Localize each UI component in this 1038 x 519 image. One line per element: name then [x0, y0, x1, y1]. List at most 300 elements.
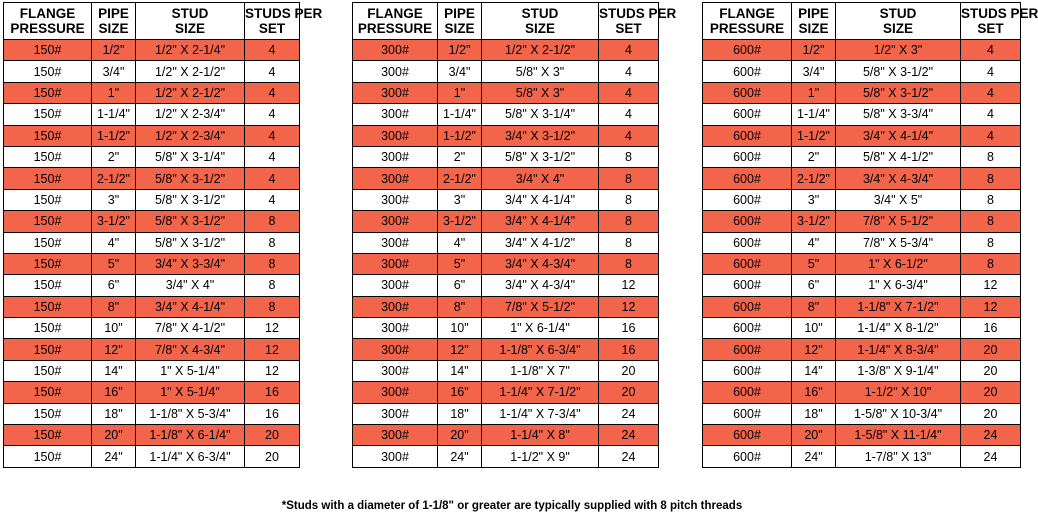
cell-studs-per-set: 4 — [599, 104, 659, 125]
header-row — [4, 3, 300, 40]
table-row — [353, 40, 659, 61]
cell-studs-per-set: 8 — [961, 232, 1021, 253]
cell-stud-size: 1-3/8" X 9-1/4" — [836, 360, 961, 381]
cell-pipe-size: 5" — [792, 253, 836, 274]
cell-pipe-size: 1-1/4" — [438, 104, 482, 125]
stud-table-300 — [352, 2, 677, 468]
cell-flange-pressure: 150# — [4, 425, 92, 446]
table-row — [4, 339, 300, 360]
cell-flange-pressure: 150# — [4, 253, 92, 274]
table-row — [4, 189, 300, 210]
cell-studs-per-set: 8 — [599, 146, 659, 167]
cell-flange-pressure: 300# — [353, 403, 438, 424]
cell-stud-size: 5/8" X 3-1/2" — [136, 232, 245, 253]
cell-flange-pressure: 150# — [4, 403, 92, 424]
header-pipe-size: PIPE SIZE — [92, 3, 136, 40]
table-row — [353, 382, 659, 403]
table-row — [703, 339, 1021, 360]
cell-studs-per-set: 12 — [245, 318, 300, 339]
cell-stud-size: 3/4" X 4" — [482, 168, 599, 189]
table-row — [703, 360, 1021, 381]
cell-stud-size: 1-1/4" X 6-3/4" — [136, 446, 245, 467]
cell-stud-size: 1-1/4" X 8" — [482, 425, 599, 446]
cell-stud-size: 1-1/4" X 8-3/4" — [836, 339, 961, 360]
cell-pipe-size: 5" — [438, 253, 482, 274]
cell-pipe-size: 1-1/2" — [438, 125, 482, 146]
table-row — [4, 82, 300, 103]
cell-flange-pressure: 300# — [353, 232, 438, 253]
cell-flange-pressure: 150# — [4, 168, 92, 189]
cell-flange-pressure: 300# — [353, 168, 438, 189]
cell-stud-size: 3/4" X 5" — [836, 189, 961, 210]
cell-flange-pressure: 600# — [703, 189, 792, 210]
cell-stud-size: 1" X 6-3/4" — [836, 275, 961, 296]
cell-studs-per-set: 16 — [599, 318, 659, 339]
table-row — [703, 296, 1021, 317]
cell-studs-per-set: 4 — [961, 82, 1021, 103]
cell-flange-pressure: 150# — [4, 318, 92, 339]
cell-stud-size: 5/8" X 3-1/2" — [482, 146, 599, 167]
cell-pipe-size: 14" — [438, 360, 482, 381]
cell-studs-per-set: 8 — [599, 168, 659, 189]
cell-flange-pressure: 150# — [4, 211, 92, 232]
cell-studs-per-set: 24 — [599, 403, 659, 424]
table-row — [4, 382, 300, 403]
cell-stud-size: 1/2" X 2-1/4" — [136, 40, 245, 61]
table-row — [4, 275, 300, 296]
cell-studs-per-set: 8 — [961, 168, 1021, 189]
cell-pipe-size: 4" — [792, 232, 836, 253]
cell-stud-size: 5/8" X 3-3/4" — [836, 104, 961, 125]
table-row — [353, 296, 659, 317]
cell-flange-pressure: 300# — [353, 275, 438, 296]
table-row — [703, 446, 1021, 467]
table-row — [353, 168, 659, 189]
cell-pipe-size: 3/4" — [438, 61, 482, 82]
cell-flange-pressure: 600# — [703, 211, 792, 232]
cell-flange-pressure: 600# — [703, 318, 792, 339]
cell-flange-pressure: 600# — [703, 360, 792, 381]
cell-flange-pressure: 600# — [703, 146, 792, 167]
cell-pipe-size: 16" — [92, 382, 136, 403]
cell-flange-pressure: 300# — [353, 211, 438, 232]
cell-stud-size: 3/4" X 4-3/4" — [482, 275, 599, 296]
header-pipe-size: PIPE SIZE — [438, 3, 482, 40]
cell-stud-size: 5/8" X 3-1/2" — [836, 61, 961, 82]
cell-stud-size: 5/8" X 3-1/4" — [482, 104, 599, 125]
table-row — [353, 403, 659, 424]
cell-stud-size: 1-5/8" X 10-3/4" — [836, 403, 961, 424]
cell-studs-per-set: 8 — [599, 232, 659, 253]
cell-flange-pressure: 150# — [4, 189, 92, 210]
cell-stud-size: 1-1/2" X 10" — [836, 382, 961, 403]
cell-pipe-size: 1/2" — [438, 40, 482, 61]
table-row — [353, 104, 659, 125]
cell-studs-per-set: 12 — [599, 275, 659, 296]
cell-studs-per-set: 12 — [599, 296, 659, 317]
cell-studs-per-set: 16 — [961, 318, 1021, 339]
cell-pipe-size: 2-1/2" — [92, 168, 136, 189]
table-row — [4, 168, 300, 189]
cell-stud-size: 3/4" X 4-1/2" — [482, 232, 599, 253]
cell-flange-pressure: 150# — [4, 360, 92, 381]
cell-flange-pressure: 150# — [4, 339, 92, 360]
cell-stud-size: 1/2" X 2-1/2" — [136, 82, 245, 103]
cell-pipe-size: 20" — [792, 425, 836, 446]
cell-studs-per-set: 20 — [961, 382, 1021, 403]
cell-stud-size: 7/8" X 5-1/2" — [482, 296, 599, 317]
cell-stud-size: 1-1/2" X 9" — [482, 446, 599, 467]
cell-stud-size: 1-1/4" X 7-3/4" — [482, 403, 599, 424]
cell-studs-per-set: 8 — [599, 253, 659, 274]
cell-studs-per-set: 8 — [245, 275, 300, 296]
cell-pipe-size: 18" — [92, 403, 136, 424]
cell-studs-per-set: 12 — [961, 296, 1021, 317]
cell-flange-pressure: 150# — [4, 382, 92, 403]
cell-flange-pressure: 600# — [703, 339, 792, 360]
cell-stud-size: 5/8" X 3-1/4" — [136, 146, 245, 167]
cell-stud-size: 3/4" X 4-1/4" — [836, 125, 961, 146]
cell-flange-pressure: 300# — [353, 104, 438, 125]
cell-stud-size: 1-1/8" X 5-3/4" — [136, 403, 245, 424]
cell-flange-pressure: 600# — [703, 275, 792, 296]
table-row — [703, 189, 1021, 210]
cell-pipe-size: 4" — [438, 232, 482, 253]
cell-studs-per-set: 4 — [245, 40, 300, 61]
cell-stud-size: 1-1/8" X 7" — [482, 360, 599, 381]
cell-studs-per-set: 8 — [245, 211, 300, 232]
cell-flange-pressure: 300# — [353, 253, 438, 274]
cell-studs-per-set: 4 — [245, 146, 300, 167]
table-row — [4, 125, 300, 146]
cell-stud-size: 3/4" X 4-3/4" — [836, 168, 961, 189]
cell-flange-pressure: 150# — [4, 146, 92, 167]
table-row — [353, 125, 659, 146]
cell-stud-size: 1-1/4" X 7-1/2" — [482, 382, 599, 403]
table-row — [4, 253, 300, 274]
cell-pipe-size: 5" — [92, 253, 136, 274]
cell-pipe-size: 14" — [792, 360, 836, 381]
cell-flange-pressure: 600# — [703, 425, 792, 446]
cell-pipe-size: 2" — [792, 146, 836, 167]
cell-pipe-size: 14" — [92, 360, 136, 381]
cell-studs-per-set: 16 — [245, 403, 300, 424]
table-row — [4, 40, 300, 61]
cell-stud-size: 1-1/4" X 8-1/2" — [836, 318, 961, 339]
cell-pipe-size: 16" — [792, 382, 836, 403]
header-stud-size: STUD SIZE — [136, 3, 245, 40]
cell-stud-size: 1" X 5-1/4" — [136, 382, 245, 403]
cell-studs-per-set: 4 — [245, 104, 300, 125]
cell-flange-pressure: 300# — [353, 360, 438, 381]
table-row — [353, 360, 659, 381]
cell-studs-per-set: 24 — [599, 425, 659, 446]
table-row — [703, 232, 1021, 253]
table-row — [703, 318, 1021, 339]
table-row — [4, 446, 300, 467]
table-row — [353, 318, 659, 339]
cell-studs-per-set: 8 — [245, 232, 300, 253]
cell-flange-pressure: 150# — [4, 275, 92, 296]
table-row — [703, 275, 1021, 296]
cell-stud-size: 5/8" X 3-1/2" — [136, 189, 245, 210]
cell-pipe-size: 6" — [792, 275, 836, 296]
cell-flange-pressure: 600# — [703, 82, 792, 103]
cell-flange-pressure: 300# — [353, 318, 438, 339]
cell-flange-pressure: 600# — [703, 168, 792, 189]
cell-studs-per-set: 8 — [961, 189, 1021, 210]
cell-pipe-size: 10" — [792, 318, 836, 339]
cell-pipe-size: 1-1/4" — [792, 104, 836, 125]
cell-flange-pressure: 600# — [703, 61, 792, 82]
cell-stud-size: 3/4" X 4-3/4" — [482, 253, 599, 274]
header-flange-pressure: FLANGE PRESSURE — [4, 3, 92, 40]
cell-stud-size: 5/8" X 4-1/2" — [836, 146, 961, 167]
cell-pipe-size: 18" — [438, 403, 482, 424]
cell-studs-per-set: 4 — [599, 40, 659, 61]
cell-flange-pressure: 300# — [353, 446, 438, 467]
header-studs-per-set: STUDS PER SET — [245, 3, 300, 40]
cell-flange-pressure: 600# — [703, 446, 792, 467]
cell-pipe-size: 4" — [92, 232, 136, 253]
cell-studs-per-set: 16 — [599, 339, 659, 360]
table-row — [4, 360, 300, 381]
cell-studs-per-set: 20 — [961, 403, 1021, 424]
cell-studs-per-set: 20 — [245, 425, 300, 446]
cell-stud-size: 7/8" X 4-1/2" — [136, 318, 245, 339]
cell-pipe-size: 3-1/2" — [92, 211, 136, 232]
table-row — [703, 104, 1021, 125]
cell-studs-per-set: 20 — [961, 339, 1021, 360]
cell-stud-size: 1/2" X 3" — [836, 40, 961, 61]
table-row — [353, 253, 659, 274]
cell-studs-per-set: 4 — [245, 61, 300, 82]
cell-flange-pressure: 150# — [4, 82, 92, 103]
cell-stud-size: 1/2" X 2-3/4" — [136, 125, 245, 146]
cell-studs-per-set: 8 — [245, 296, 300, 317]
table-row — [353, 275, 659, 296]
cell-flange-pressure: 150# — [4, 40, 92, 61]
cell-studs-per-set: 24 — [961, 446, 1021, 467]
cell-studs-per-set: 20 — [599, 360, 659, 381]
cell-pipe-size: 16" — [438, 382, 482, 403]
cell-stud-size: 1" X 6-1/4" — [482, 318, 599, 339]
cell-stud-size: 5/8" X 3-1/2" — [836, 82, 961, 103]
footnote: *Studs with a diameter of 1-1/8" or greater are typically supplied with 8 pitch threads — [281, 500, 743, 512]
cell-flange-pressure: 300# — [353, 382, 438, 403]
table-row — [703, 146, 1021, 167]
cell-pipe-size: 2" — [438, 146, 482, 167]
cell-stud-size: 3/4" X 4-1/4" — [482, 211, 599, 232]
header-flange-pressure: FLANGE PRESSURE — [703, 3, 792, 40]
cell-pipe-size: 1" — [92, 82, 136, 103]
table-row — [4, 146, 300, 167]
cell-flange-pressure: 600# — [703, 296, 792, 317]
cell-pipe-size: 8" — [92, 296, 136, 317]
cell-pipe-size: 3-1/2" — [438, 211, 482, 232]
table-row — [703, 168, 1021, 189]
cell-studs-per-set: 4 — [961, 125, 1021, 146]
cell-pipe-size: 3-1/2" — [792, 211, 836, 232]
cell-flange-pressure: 300# — [353, 189, 438, 210]
cell-studs-per-set: 4 — [599, 61, 659, 82]
table-row — [353, 232, 659, 253]
cell-stud-size: 1-7/8" X 13" — [836, 446, 961, 467]
header-stud-size: STUD SIZE — [482, 3, 599, 40]
cell-studs-per-set: 8 — [961, 146, 1021, 167]
cell-studs-per-set: 8 — [599, 211, 659, 232]
cell-studs-per-set: 8 — [599, 189, 659, 210]
cell-studs-per-set: 4 — [961, 61, 1021, 82]
header-studs-per-set: STUDS PER SET — [961, 3, 1021, 40]
cell-pipe-size: 3" — [92, 189, 136, 210]
table-row — [353, 339, 659, 360]
stud-table-150 — [3, 2, 323, 468]
table-row — [4, 104, 300, 125]
cell-flange-pressure: 300# — [353, 61, 438, 82]
cell-pipe-size: 2" — [92, 146, 136, 167]
table-row — [4, 403, 300, 424]
cell-flange-pressure: 600# — [703, 232, 792, 253]
cell-flange-pressure: 300# — [353, 82, 438, 103]
cell-pipe-size: 8" — [792, 296, 836, 317]
cell-pipe-size: 12" — [792, 339, 836, 360]
table-row — [4, 211, 300, 232]
cell-stud-size: 7/8" X 4-3/4" — [136, 339, 245, 360]
cell-studs-per-set: 4 — [245, 82, 300, 103]
table-row — [353, 211, 659, 232]
table-row — [703, 211, 1021, 232]
header-row — [353, 3, 659, 40]
cell-studs-per-set: 16 — [245, 382, 300, 403]
table-row — [703, 61, 1021, 82]
cell-flange-pressure: 150# — [4, 232, 92, 253]
cell-flange-pressure: 600# — [703, 104, 792, 125]
cell-pipe-size: 1-1/2" — [792, 125, 836, 146]
cell-flange-pressure: 300# — [353, 40, 438, 61]
cell-stud-size: 3/4" X 4-1/4" — [482, 189, 599, 210]
cell-pipe-size: 18" — [792, 403, 836, 424]
table-row — [353, 425, 659, 446]
cell-flange-pressure: 600# — [703, 125, 792, 146]
cell-studs-per-set: 8 — [961, 211, 1021, 232]
cell-pipe-size: 1" — [438, 82, 482, 103]
cell-stud-size: 3/4" X 3-3/4" — [136, 253, 245, 274]
cell-flange-pressure: 600# — [703, 40, 792, 61]
cell-pipe-size: 20" — [92, 425, 136, 446]
cell-pipe-size: 12" — [438, 339, 482, 360]
cell-studs-per-set: 4 — [245, 189, 300, 210]
header-row — [703, 3, 1021, 40]
cell-studs-per-set: 20 — [245, 446, 300, 467]
cell-studs-per-set: 12 — [245, 339, 300, 360]
cell-flange-pressure: 300# — [353, 339, 438, 360]
cell-stud-size: 1/2" X 2-1/2" — [136, 61, 245, 82]
cell-pipe-size: 12" — [92, 339, 136, 360]
cell-stud-size: 1/2" X 2-1/2" — [482, 40, 599, 61]
table-row — [4, 425, 300, 446]
cell-stud-size: 1/2" X 2-3/4" — [136, 104, 245, 125]
cell-pipe-size: 24" — [92, 446, 136, 467]
cell-pipe-size: 1" — [792, 82, 836, 103]
table-row — [703, 425, 1021, 446]
cell-studs-per-set: 4 — [245, 168, 300, 189]
header-flange-pressure: FLANGE PRESSURE — [353, 3, 438, 40]
cell-stud-size: 7/8" X 5-1/2" — [836, 211, 961, 232]
header-stud-size: STUD SIZE — [836, 3, 961, 40]
table-row — [703, 82, 1021, 103]
cell-flange-pressure: 150# — [4, 125, 92, 146]
cell-stud-size: 1" X 5-1/4" — [136, 360, 245, 381]
cell-pipe-size: 3/4" — [92, 61, 136, 82]
cell-flange-pressure: 300# — [353, 425, 438, 446]
cell-flange-pressure: 600# — [703, 382, 792, 403]
cell-pipe-size: 24" — [438, 446, 482, 467]
table-row — [353, 446, 659, 467]
table-row — [703, 125, 1021, 146]
table-row — [4, 232, 300, 253]
cell-stud-size: 3/4" X 4" — [136, 275, 245, 296]
cell-stud-size: 5/8" X 3-1/2" — [136, 168, 245, 189]
header-pipe-size: PIPE SIZE — [792, 3, 836, 40]
cell-flange-pressure: 150# — [4, 61, 92, 82]
cell-stud-size: 7/8" X 5-3/4" — [836, 232, 961, 253]
cell-studs-per-set: 24 — [961, 425, 1021, 446]
table-row — [703, 403, 1021, 424]
cell-pipe-size: 6" — [438, 275, 482, 296]
cell-pipe-size: 2-1/2" — [792, 168, 836, 189]
cell-studs-per-set: 12 — [245, 360, 300, 381]
cell-studs-per-set: 4 — [245, 125, 300, 146]
cell-pipe-size: 10" — [438, 318, 482, 339]
cell-studs-per-set: 20 — [961, 360, 1021, 381]
cell-pipe-size: 10" — [92, 318, 136, 339]
table-row — [4, 61, 300, 82]
cell-studs-per-set: 20 — [599, 382, 659, 403]
cell-stud-size: 1-1/8" X 6-1/4" — [136, 425, 245, 446]
header-studs-per-set: STUDS PER SET — [599, 3, 659, 40]
cell-flange-pressure: 300# — [353, 125, 438, 146]
cell-stud-size: 1-1/8" X 6-3/4" — [482, 339, 599, 360]
cell-pipe-size: 3/4" — [792, 61, 836, 82]
cell-stud-size: 3/4" X 3-1/2" — [482, 125, 599, 146]
cell-stud-size: 5/8" X 3" — [482, 61, 599, 82]
cell-studs-per-set: 8 — [245, 253, 300, 274]
cell-studs-per-set: 4 — [599, 82, 659, 103]
cell-stud-size: 3/4" X 4-1/4" — [136, 296, 245, 317]
cell-pipe-size: 1-1/2" — [92, 125, 136, 146]
cell-pipe-size: 2-1/2" — [438, 168, 482, 189]
table-row — [703, 382, 1021, 403]
table-row — [703, 40, 1021, 61]
table-row — [353, 82, 659, 103]
cell-studs-per-set: 4 — [599, 125, 659, 146]
cell-flange-pressure: 600# — [703, 403, 792, 424]
cell-stud-size: 5/8" X 3-1/2" — [136, 211, 245, 232]
cell-flange-pressure: 300# — [353, 146, 438, 167]
cell-stud-size: 1-1/8" X 7-1/2" — [836, 296, 961, 317]
cell-pipe-size: 3" — [438, 189, 482, 210]
cell-stud-size: 1-5/8" X 11-1/4" — [836, 425, 961, 446]
cell-studs-per-set: 24 — [599, 446, 659, 467]
cell-pipe-size: 8" — [438, 296, 482, 317]
cell-pipe-size: 1/2" — [92, 40, 136, 61]
cell-flange-pressure: 150# — [4, 446, 92, 467]
cell-flange-pressure: 150# — [4, 104, 92, 125]
cell-flange-pressure: 300# — [353, 296, 438, 317]
table-row — [4, 296, 300, 317]
cell-studs-per-set: 4 — [961, 104, 1021, 125]
